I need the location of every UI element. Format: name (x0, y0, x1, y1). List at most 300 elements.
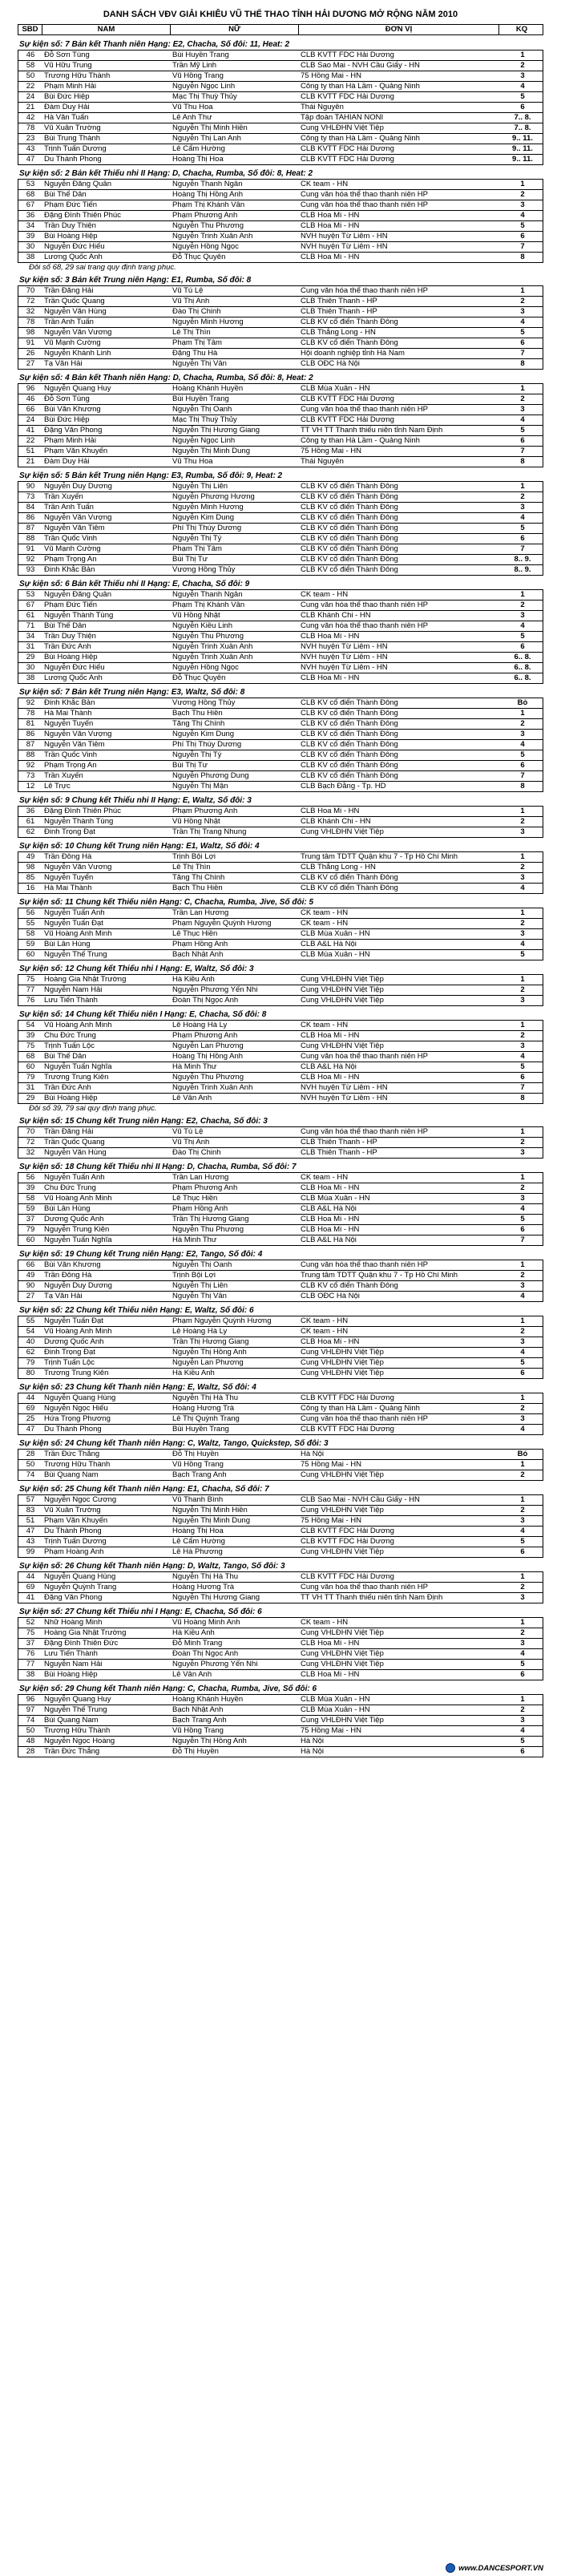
cell-nam: Tạ Văn Hải (44, 359, 83, 368)
table-row (18, 974, 543, 985)
cell-nu: Đào Thị Chinh (172, 1148, 221, 1157)
cell-sbd: 47 (26, 1425, 35, 1434)
cell-nam: Nguyễn Thế Trung (44, 1705, 107, 1714)
cell-sbd: 71 (26, 621, 35, 630)
cell-don-vi: Cung VHLĐHN Việt Tiệp (301, 123, 384, 132)
cell-sbd: 37 (26, 1215, 35, 1223)
cell-kq: 2 (520, 1138, 525, 1146)
cell-don-vi: CLB Thiên Thanh - HP (301, 307, 377, 316)
cell-don-vi: CLB Hoa Mi - HN (301, 1183, 360, 1192)
cell-kq: 4 (520, 740, 525, 749)
cell-kq: 1 (520, 1127, 525, 1136)
cell-don-vi: CLB KV cổ điển Thành Đông (301, 503, 398, 512)
cell-nam: Bùi Đức Hiệp (44, 415, 90, 424)
event-section (18, 1684, 543, 1757)
cell-nu: Vũ Tú Lệ (172, 286, 204, 295)
cell-nu: Nguyễn Minh Hương (172, 503, 244, 512)
table-row (18, 179, 543, 189)
cell-nu: Lê Vân Anh (172, 1094, 212, 1102)
cell-nu: Trịnh Bội Lợi (172, 852, 216, 861)
cell-nu: Trần Thị Hương Giang (172, 1215, 249, 1223)
cell-don-vi: CK team - HN (301, 590, 349, 599)
cell-nam: Bùi Thế Dân (44, 621, 87, 630)
cell-sbd: 49 (26, 1271, 35, 1280)
cell-don-vi: CK team - HN (301, 1327, 349, 1336)
cell-nam: Trịnh Tuấn Lộc (44, 1041, 95, 1050)
cell-kq: 1 (520, 908, 525, 917)
table-row (18, 252, 543, 263)
cell-don-vi: Cung VHLĐHN Việt Tiệp (301, 996, 384, 1005)
cell-nam: Bùi Hoàng Hiệp (44, 1670, 98, 1679)
cell-nam: Đinh Khắc Bản (44, 698, 95, 707)
cell-nu: Hoàng Thị Hoa (172, 1527, 224, 1535)
cell-nam: Chu Đức Trung (44, 1031, 96, 1040)
cell-don-vi: CLB Mùa Xuân - HN (301, 950, 370, 959)
results-table (18, 908, 543, 960)
cell-nam: Đinh Trọng Đạt (44, 1348, 95, 1357)
cell-nam: Nguyễn Đức Hiếu (44, 242, 105, 251)
cell-nam: Nguyễn Tuấn Anh (44, 1173, 105, 1182)
event-title: Sự kiện số: 19 Chung kết Trung niên Hạng: E2, Tango, Số đôi: 4 (19, 1250, 263, 1259)
cell-nam: Nguyễn Văn Vương (44, 328, 112, 337)
cell-nu: Nguyễn Hồng Ngọc (172, 663, 239, 672)
table-row (18, 1628, 543, 1638)
header-sbd: SBD (18, 25, 42, 34)
cell-don-vi: CLB KV cổ điển Thành Đông (301, 338, 398, 347)
cell-nu: Trần Mỹ Linh (172, 61, 217, 70)
cell-nam: Trần Anh Tuấn (44, 317, 94, 326)
cell-kq: 4 (520, 317, 525, 326)
table-row (18, 231, 543, 241)
cell-kq: 1 (520, 590, 525, 599)
table-row (18, 806, 543, 816)
cell-kq: 4 (520, 884, 525, 892)
cell-kq: 7.. 8. (514, 113, 531, 122)
cell-sbd: 98 (26, 863, 35, 871)
table-row (18, 718, 543, 729)
cell-nam: Vũ Xuân Trường (44, 123, 101, 132)
cell-sbd: 47 (26, 155, 35, 164)
cell-sbd: 86 (26, 730, 35, 738)
cell-nu: Nguyễn Thị Tý (172, 750, 222, 759)
cell-sbd: 54 (26, 1021, 35, 1029)
table-row (18, 1051, 543, 1062)
table-row (18, 1368, 543, 1379)
cell-nam: Nguyễn Quang Huy (44, 1695, 111, 1704)
cell-sbd: 44 (26, 1393, 35, 1402)
cell-kq: 3 (520, 1337, 525, 1346)
cell-nu: Phạm Phương Anh (172, 1183, 238, 1192)
cell-don-vi: Cung VHLĐHN Việt Tiệp (301, 1660, 384, 1668)
cell-nu: Trịnh Bội Lợi (172, 1271, 216, 1280)
cell-nam: Đặng Đình Thiên Đức (44, 1639, 119, 1648)
cell-sbd: 61 (26, 611, 35, 620)
table-row (18, 610, 543, 621)
cell-sbd: 73 (26, 771, 35, 780)
cell-sbd: 69 (26, 1404, 35, 1413)
cell-nu: Nguyễn Thị Oanh (172, 405, 232, 414)
cell-nam: Đặng Văn Phong (44, 426, 103, 435)
cell-kq: 7 (520, 349, 525, 358)
cell-nam: Vũ Hoàng Anh Minh (44, 1021, 112, 1029)
cell-nam: Đỗ Sơn Tùng (44, 394, 90, 403)
cell-nu: Nguyễn Trinh Xuân Anh (172, 1083, 253, 1092)
table-row (18, 523, 543, 533)
event-title: Sự kiện số: 5 Bản kết Trung niên Hạng: E3, Rumba, Số đôi: 9, Heat: 2 (19, 471, 283, 480)
cell-sbd: 53 (26, 590, 35, 599)
cell-sbd: 24 (26, 92, 35, 101)
cell-don-vi: NVH huyện Từ Liêm - HN (301, 1094, 388, 1102)
cell-nam: Nguyễn Khánh Linh (44, 349, 111, 358)
cell-nam: Đặng Văn Phong (44, 1593, 103, 1602)
table-row (18, 1357, 543, 1368)
cell-nam: Trần Duy Thiện (44, 221, 96, 230)
cell-don-vi: CLB Hoa Mi - HN (301, 253, 360, 261)
cell-don-vi: Cung văn hóa thể thao thanh niên HP (301, 1583, 428, 1591)
table-row (18, 1694, 543, 1705)
cell-nu: Nguyễn Lan Phương (172, 1358, 244, 1367)
cell-don-vi: CLB Thiên Thanh - HP (301, 297, 377, 305)
cell-sbd: 96 (26, 1695, 35, 1704)
table-row (18, 1214, 543, 1224)
cell-nam: Nguyễn Đăng Quân (44, 180, 111, 188)
table-row (18, 189, 543, 200)
cell-nam: Du Thành Phong (44, 155, 102, 164)
cell-nam: Nguyễn Văn Tiêm (44, 740, 105, 749)
cell-sbd: 59 (26, 940, 35, 948)
cell-don-vi: Công ty than Hà Lầm - Quảng Ninh (301, 436, 420, 445)
cell-kq: 8 (520, 359, 525, 368)
table-row (18, 317, 543, 327)
cell-sbd: 61 (26, 817, 35, 826)
cell-sbd: 42 (26, 113, 35, 122)
cell-nu: Vũ Thị Anh (172, 297, 210, 305)
cell-nu: Bạch Thu Hiền (172, 709, 223, 718)
cell-don-vi: CLB KV cổ điển Thành Đông (301, 317, 398, 326)
cell-nu: Đỗ Thị Huyền (172, 1747, 219, 1756)
table-row (18, 210, 543, 220)
cell-nam: Bùi Lân Hùng (44, 1204, 91, 1213)
cell-nam: Trần Đăng Hải (44, 286, 94, 295)
cell-nam: Hà Văn Tuấn (44, 113, 89, 122)
table-row (18, 1715, 543, 1725)
table-row (18, 816, 543, 827)
cell-sbd: 28 (26, 1747, 35, 1756)
cell-nam: Dương Quốc Anh (44, 1215, 104, 1223)
cell-sbd: 83 (26, 1506, 35, 1514)
cell-kq: 9.. 11. (512, 134, 533, 143)
cell-nam: Nguyễn Ngọc Cương (44, 1495, 117, 1504)
cell-kq: 3 (520, 503, 525, 512)
cell-nu: Phạm Thị Tâm (172, 544, 222, 553)
cell-don-vi: CLB KV cổ điển Thành Đông (301, 524, 398, 532)
cell-sbd: 30 (26, 663, 35, 672)
table-row (18, 770, 543, 781)
cell-nam: Nguyễn Tuấn Đạt (44, 1316, 103, 1325)
cell-nam: Hứa Trọng Phương (44, 1414, 111, 1423)
table-row (18, 544, 543, 554)
cell-nu: Lê Hà Phương (172, 1547, 223, 1556)
cell-don-vi: CLB KV cổ điển Thành Đông (301, 709, 398, 718)
cell-nu: Phạm Thị Khánh Vân (172, 601, 245, 609)
cell-don-vi: Tập đoàn TAHIAN NONI (301, 113, 384, 122)
cell-nu: Nguyễn Thị Liên (172, 482, 228, 491)
table-row (18, 1459, 543, 1470)
cell-don-vi: Cung VHLĐHN Việt Tiệp (301, 975, 384, 984)
cell-sbd: 50 (26, 1460, 35, 1469)
cell-don-vi: Công ty than Hà Lầm - Quảng Ninh (301, 1404, 420, 1413)
cell-kq: 5 (520, 632, 525, 641)
cell-sbd: 67 (26, 200, 35, 209)
cell-kq: 6 (520, 1073, 525, 1082)
cell-kq: 6.. 8. (514, 653, 531, 661)
cell-nam: Phạm Đức Tiến (44, 601, 98, 609)
cell-kq: 3 (520, 1593, 525, 1602)
cell-kq: 3 (520, 307, 525, 316)
cell-nam: Hoàng Gia Nhật Trường (44, 975, 127, 984)
event-section (18, 1117, 543, 1159)
event-title: Sự kiện số: 2 Bản kết Thiếu nhi II Hạng: D, Chacha, Rumba, Số đôi: 8, Heat: 2 (19, 169, 313, 178)
cell-sbd: 92 (26, 698, 35, 707)
cell-sbd: 47 (26, 1527, 35, 1535)
cell-kq: 6 (520, 1369, 525, 1377)
table-row (18, 338, 543, 348)
cell-nu: Nguyễn Thị Mận (172, 782, 228, 791)
cell-kq: 9.. 11. (512, 144, 533, 153)
cell-don-vi: CLB Thiên Thanh - HP (301, 1148, 377, 1157)
cell-nam: Nguyễn Văn Vượng (44, 730, 112, 738)
cell-kq: 7 (520, 544, 525, 553)
event-title: Sự kiện số: 27 Chung kết Thiếu nhi I Hạng: E, Chacha, Số đôi: 6 (19, 1607, 262, 1616)
cell-nu: Nguyễn Kiều Linh (172, 621, 232, 630)
table-row (18, 502, 543, 512)
cell-nam: Trần Quốc Quang (44, 1138, 105, 1146)
cell-kq: 3 (520, 1639, 525, 1648)
cell-nam: Trần Quốc Quang (44, 297, 105, 305)
event-title: Sự kiện số: 15 Chung kết Trung niên Hạng: E2, Chacha, Số đôi: 3 (19, 1117, 268, 1126)
table-row (18, 1224, 543, 1235)
cell-don-vi: CLB Mùa Xuân - HN (301, 929, 370, 938)
cell-kq: 3 (520, 1281, 525, 1290)
cell-nu: Bạch Thu Hiền (172, 884, 223, 892)
cell-sbd: 53 (26, 180, 35, 188)
table-row (18, 554, 543, 564)
table-row (18, 1030, 543, 1041)
cell-don-vi: CLB A&L Hà Nội (301, 1235, 357, 1244)
cell-nam: Trần Đông Hà (44, 1271, 92, 1280)
cell-sbd: 51 (26, 1516, 35, 1525)
cell-nu: Bạch Trang Anh (172, 1470, 227, 1479)
cell-nam: Phạm Minh Hải (44, 436, 96, 445)
table-row (18, 1403, 543, 1413)
table-row (18, 1526, 543, 1536)
cell-kq: 2 (520, 863, 525, 871)
table-row (18, 600, 543, 610)
cell-sbd: 84 (26, 503, 35, 512)
cell-kq: 5 (520, 1062, 525, 1071)
cell-nam: Bùi Quang Nam (44, 1716, 99, 1725)
cell-don-vi: CLB A&L Hà Nội (301, 1204, 357, 1213)
table-row (18, 425, 543, 435)
cell-nu: Nguyễn Thị Liên (172, 1281, 228, 1290)
table-row (18, 729, 543, 739)
cell-nam: Bùi Trung Thành (44, 134, 101, 143)
cell-nu: Vũ Thị Anh (172, 1138, 210, 1146)
cell-kq: 2 (520, 1583, 525, 1591)
table-row (18, 50, 543, 60)
cell-kq: 7.. 8. (514, 123, 531, 132)
cell-sbd: 52 (26, 1618, 35, 1627)
cell-sbd: 69 (26, 1583, 35, 1591)
table-row (18, 918, 543, 928)
cell-kq: 5 (520, 1537, 525, 1546)
cell-don-vi: CLB KV cổ điển Thành Đông (301, 884, 398, 892)
cell-nam: Bùi Hoàng Hiệp (44, 232, 98, 241)
results-table (18, 1126, 543, 1159)
cell-don-vi: CLB KVTT FDC Hải Dương (301, 415, 394, 424)
cell-sbd: 75 (26, 975, 35, 984)
cell-sbd: 50 (26, 1726, 35, 1735)
cell-nu: Nguyễn Thị Vân (172, 359, 227, 368)
cell-nu: Lê Thị Thìn (172, 328, 211, 337)
cell-sbd: 86 (26, 513, 35, 522)
table-row (18, 1505, 543, 1515)
cell-kq: 3 (520, 1414, 525, 1423)
cell-nam: Trần Đức Anh (44, 1083, 91, 1092)
cell-nu: Phí Thị Thúy Dương (172, 740, 242, 749)
cell-nu: Nguyễn Thị Hồng Anh (172, 1348, 247, 1357)
event-title: Sự kiện số: 29 Chung kết Thanh niên Hạng: C, Chacha, Rumba, Jive, Số đôi: 6 (19, 1684, 317, 1693)
cell-sbd: 80 (26, 1369, 35, 1377)
results-table (18, 481, 543, 576)
cell-kq: 1 (520, 709, 525, 718)
cell-don-vi: CLB Sao Mai - NVH Cầu Giấy - HN (301, 1495, 420, 1504)
cell-nu: Bạch Nhật Anh (172, 1705, 224, 1714)
table-row (18, 1347, 543, 1357)
cell-nu: Đỗ Thục Quyên (172, 253, 226, 261)
results-table (18, 1449, 543, 1481)
cell-nu: Nguyễn Kim Dung (172, 513, 235, 522)
table-row (18, 985, 543, 995)
cell-kq: 6 (520, 1747, 525, 1756)
cell-don-vi: Cung văn hóa thể thao thanh niên HP (301, 1414, 428, 1423)
header-nam: NAM (42, 25, 171, 34)
cell-nu: Trần Thị Trang Nhung (172, 827, 247, 836)
cell-don-vi: Cung VHLĐHN Việt Tiệp (301, 1628, 384, 1637)
cell-nam: Nguyễn Văn Hùng (44, 1148, 107, 1157)
cell-don-vi: CLB Hoa Mi - HN (301, 1215, 360, 1223)
cell-kq: 1 (520, 1495, 525, 1504)
cell-nam: Trương Trung Kiên (44, 1073, 109, 1082)
cell-nu: Nguyễn Thu Phương (172, 1073, 244, 1082)
event-section (18, 471, 543, 576)
footer-website: www.DANCESPORT.VN (458, 2563, 543, 2573)
cell-kq: 5 (520, 426, 525, 435)
cell-nu: Nguyễn Thị Minh Dung (172, 1516, 250, 1525)
table-row (18, 1746, 543, 1757)
cell-sbd: 30 (26, 242, 35, 251)
cell-nam: Lương Quốc Anh (44, 673, 103, 682)
table-row (18, 154, 543, 165)
table-row (18, 512, 543, 523)
cell-nam: Trương Hữu Thành (44, 1726, 111, 1735)
cell-kq: 1 (520, 1173, 525, 1182)
cell-kq: 6 (520, 232, 525, 241)
cell-don-vi: 75 Hồng Mai - HN (301, 1460, 362, 1469)
table-row (18, 1260, 543, 1270)
cell-kq: 5 (520, 1358, 525, 1367)
table-row (18, 241, 543, 252)
cell-nam: Bùi Quang Nam (44, 1470, 99, 1479)
cell-kq: 5 (520, 92, 525, 101)
cell-sbd: 39 (26, 1183, 35, 1192)
table-row (18, 1638, 543, 1648)
cell-nam: Nguyễn Ngọc Hiếu (44, 1404, 108, 1413)
cell-nam: Nguyễn Tuấn Nghĩa (44, 1235, 112, 1244)
table-row (18, 872, 543, 883)
cell-kq: 3 (520, 996, 525, 1005)
event-title: Sự kiện số: 24 Chung kết Thanh niên Hạng: C, Waltz, Tango, Quickstep, Số đôi: 3 (19, 1439, 329, 1448)
table-row (18, 348, 543, 358)
cell-nam: Nhữ Hoàng Minh (44, 1618, 103, 1627)
cell-don-vi: CLB Hoa Mi - HN (301, 221, 360, 230)
cell-kq: 8 (520, 782, 525, 791)
cell-kq: 5 (520, 950, 525, 959)
cell-nam: Trần Xuyến (44, 771, 83, 780)
cell-nam: Trần Xuyến (44, 492, 83, 501)
cell-sbd: 55 (26, 919, 35, 928)
cell-don-vi: CLB KVTT FDC Hải Dương (301, 51, 394, 59)
cell-kq: 4 (520, 1649, 525, 1658)
cell-don-vi: Cung VHLĐHN Việt Tiệp (301, 1470, 384, 1479)
cell-nu: Bạch Trang Anh (172, 1716, 227, 1725)
cell-sbd: 44 (26, 1572, 35, 1581)
cell-kq: 2 (520, 1031, 525, 1040)
table-row (18, 1547, 543, 1558)
cell-don-vi: CLB KV cổ điển Thành Đông (301, 513, 398, 522)
cell-nu: Nguyễn Thị Hương Giang (172, 1593, 260, 1602)
cell-nam: Nguyễn Tuyển (44, 873, 94, 882)
cell-kq: 4 (520, 940, 525, 948)
cell-kq: 1 (520, 286, 525, 295)
results-document (18, 8, 543, 1761)
cell-nu: Phạm Phương Anh (172, 1031, 238, 1040)
cell-don-vi: CLB KV cổ điển Thành Đông (301, 534, 398, 543)
cell-sbd: 43 (26, 144, 35, 153)
cell-don-vi: Hội doanh nghiệp tỉnh Hà Nam (301, 349, 405, 358)
cell-nam: Đỗ Sơn Tùng (44, 51, 90, 59)
table-row (18, 1571, 543, 1582)
cell-don-vi: Cung văn hóa thể thao thanh niên HP (301, 190, 428, 199)
cell-sbd: 41 (26, 426, 35, 435)
cell-don-vi: NVH huyện Từ Liêm - HN (301, 1083, 388, 1092)
cell-kq: 2 (520, 190, 525, 199)
table-row (18, 1617, 543, 1628)
cell-don-vi: CLB Sao Mai - NVH Cầu Giấy - HN (301, 61, 420, 70)
table-row (18, 1648, 543, 1659)
cell-sbd: 38 (26, 673, 35, 682)
cell-kq: 2 (520, 985, 525, 994)
cell-don-vi: CLB KV cổ điển Thành Đông (301, 730, 398, 738)
cell-kq: 6 (520, 338, 525, 347)
cell-nam: Nguyễn Quang Huy (44, 384, 111, 393)
event-section (18, 1163, 543, 1246)
cell-kq: 2 (520, 492, 525, 501)
cell-don-vi: Thái Nguyên (301, 457, 344, 466)
cell-sbd: 76 (26, 1649, 35, 1658)
cell-kq: 3 (520, 1148, 525, 1157)
cell-nam: Hà Mai Thành (44, 709, 92, 718)
